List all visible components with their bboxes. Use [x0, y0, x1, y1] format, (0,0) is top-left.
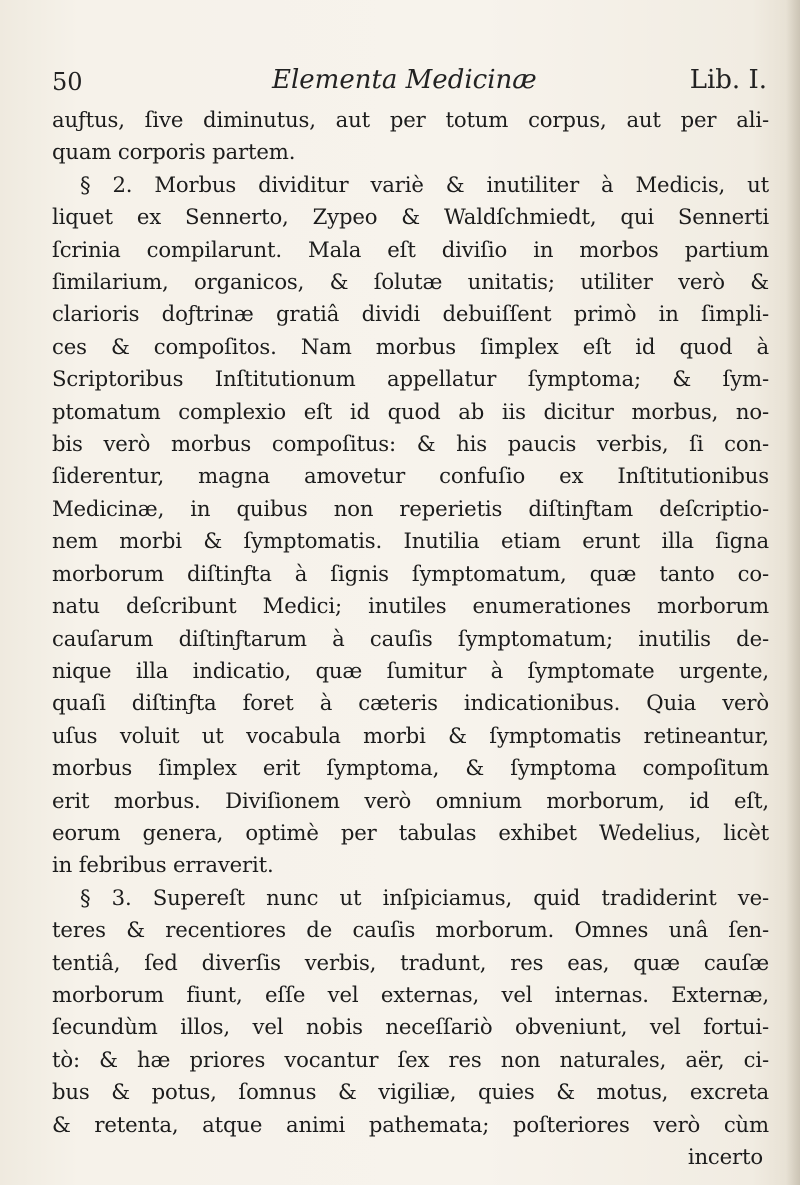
text-line: ſiderentur, magna amovetur confuſio ex Inſtitutionibus [52, 463, 769, 489]
text-line: erit morbus. Diviſionem verò omnium morborum, id eſt, [52, 787, 769, 813]
text-line: auƒtus, ſive diminutus, aut per totum corpus, aut per ali- [52, 107, 769, 132]
text-line: nem morbi & ſymptomatis. Inutilia etiam erunt illa ſigna [52, 528, 769, 554]
body-text [52, 104, 769, 1173]
text-line: quaſi diſtinƒta foret à cæteris indicationibus. Quia verò [52, 690, 769, 716]
text-line: ſecundùm illos, vel nobis neceſſariò obveniunt, vel fortui- [52, 1014, 769, 1040]
page-number: 50 [52, 68, 83, 96]
text-line: ptomatum complexio eſt id quod ab iis dicitur morbus, no- [52, 398, 769, 424]
catchword: incerto [687, 1144, 763, 1169]
text-line: clarioris doƒtrinæ gratiâ dividi debuiſſent primò in ſimpli- [52, 301, 769, 327]
running-title: Elementa Medicinæ [272, 65, 537, 95]
text-line: eorum genera, optimè per tabulas exhibet Wedelius, licèt [52, 819, 769, 845]
text-line: § 3. Supereſt nunc ut inſpiciamus, quid tradiderint ve- [80, 884, 769, 910]
page-header [52, 62, 767, 98]
text-line: Medicinæ, in quibus non reperietis diſtinƒtam deſcriptio- [52, 495, 769, 521]
text-line: & retenta, atque animi pathemata; poſteriores verò cùm [52, 1111, 769, 1137]
text-line: natu deſcribunt Medici; inutiles enumerationes morborum [52, 593, 769, 619]
text-line: morbus ſimplex erit ſymptoma, & ſymptoma compoſitum [52, 755, 769, 781]
text-line: ſimilarium, organicos, & ſolutæ unitatis; utiliter verò & [52, 269, 769, 295]
text-line: quam corporis partem. [52, 139, 296, 165]
text-line: § 2. Morbus dividitur variè & inutiliter à Medicis, ut [80, 171, 769, 197]
text-line: nique illa indicatio, quæ ſumitur à ſymptomate urgente, [52, 657, 769, 683]
text-line: morborum diſtinƒta à ſignis ſymptomatum, quæ tanto co- [52, 560, 769, 586]
text-line: in febribus erraverit. [52, 852, 274, 878]
text-line: morborum fiunt, eſſe vel externas, vel internas. Externæ, [52, 981, 769, 1007]
text-line: cauſarum diſtinƒtarum à cauſis ſymptomatum; inutilis de- [52, 625, 769, 651]
text-line: ſcrinia compilarunt. Mala eſt diviſio in morbos partium [52, 236, 769, 262]
text-line: uſus voluit ut vocabula morbi & ſymptomatis retineantur, [52, 722, 769, 748]
text-line: liquet ex Sennerto, Zypeo & Waldſchmiedt, qui Sennerti [52, 204, 769, 230]
text-line: bus & potus, ſomnus & vigiliæ, quies & motus, excreta [52, 1079, 769, 1105]
text-line: bis verò morbus compoſitus: & his paucis verbis, ſi con- [52, 431, 769, 457]
page-edge-shadow [786, 0, 800, 1185]
text-line: teres & recentiores de cauſis morborum. Omnes unâ ſen- [52, 917, 769, 943]
text-line: ces & compoſitos. Nam morbus ſimplex eſt id quod à [52, 333, 769, 359]
book-reference: Lib. I. [689, 65, 767, 95]
text-line: Scriptoribus Inſtitutionum appellatur ſymptoma; & ſym- [52, 366, 769, 392]
text-line: tò: & hæ priores vocantur ſex res non naturales, aër, ci- [52, 1046, 769, 1072]
text-line: tentiâ, ſed diverſis verbis, tradunt, res eas, quæ cauſæ [52, 949, 769, 975]
